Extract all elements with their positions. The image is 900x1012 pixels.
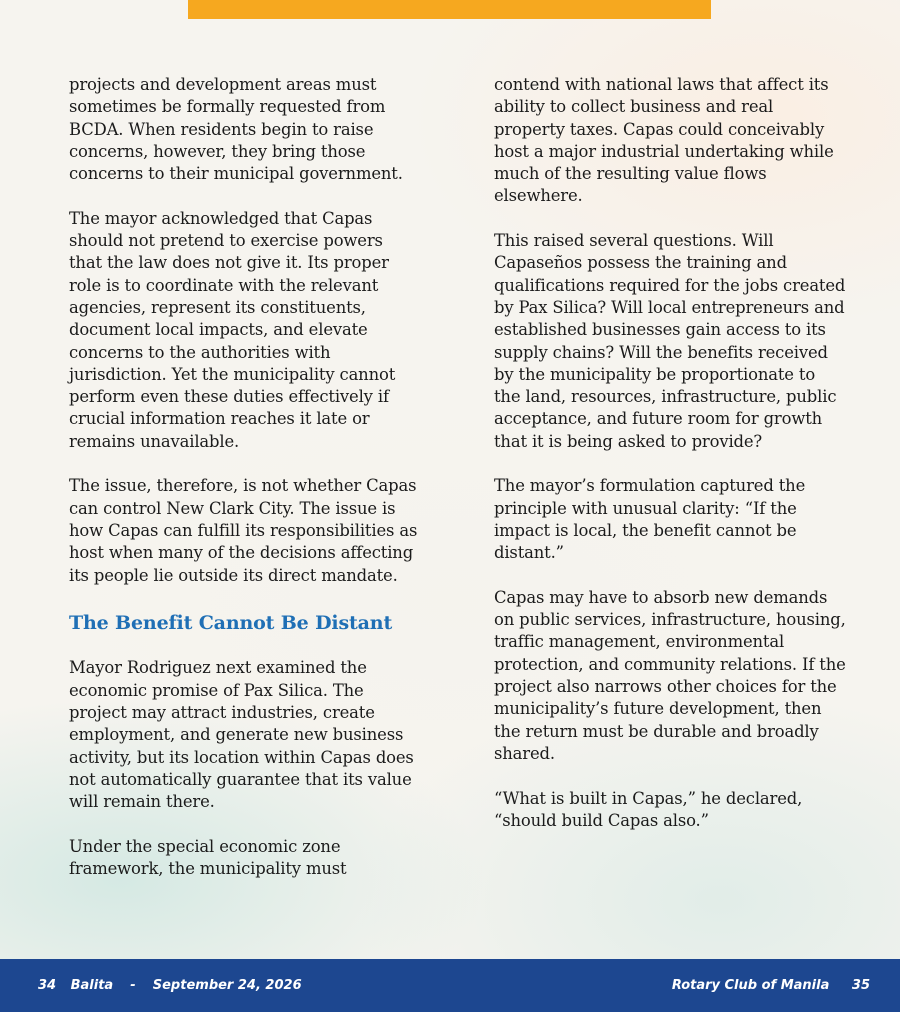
paragraph: The mayor acknowledged that Capas should not pretend to exercise powers that the law does not give it. Its proper role is to coordinate with the relevant agencies, represent its constituents, document local impacts, and elevate concerns to the authorities with jurisdiction. Yet the municipality cannot perform even these duties effectively if crucial information reaches it late or remains unavailable. bbox=[69, 208, 396, 451]
footer-separator: - bbox=[130, 978, 136, 993]
paragraph: The mayor’s formulation captured the principle with unusual clarity: “If the impact is local, the benefit cannot be distant.” bbox=[494, 476, 806, 563]
right-column bbox=[494, 74, 846, 854]
paragraph: contend with national laws that affect its ability to collect business and real property taxes. Capas could conceivably host a major industrial undertaking while much of the resulting value flows elsewhere. bbox=[494, 75, 834, 206]
section-heading: The Benefit Cannot Be Distant bbox=[69, 612, 393, 635]
paragraph: projects and development areas must sometimes be formally requested from BCDA. When residents begin to raise concerns, however, they bring those concerns to their municipal government. bbox=[69, 75, 403, 184]
page-number-right: 35 bbox=[851, 978, 870, 993]
footer-right bbox=[672, 978, 870, 993]
publication-name: Balita bbox=[70, 978, 114, 993]
page-footer bbox=[0, 959, 900, 1012]
publication-date: September 24, 2026 bbox=[152, 978, 302, 993]
page-number-left: 34 bbox=[38, 978, 57, 993]
paragraph: Mayor Rodriguez next examined the economic promise of Pax Silica. The project may attract industries, create employment, and generate new business activity, but its location within Capas does not automatically guarantee that its value will remain there. bbox=[69, 658, 414, 812]
footer-left bbox=[38, 978, 302, 993]
paragraph: This raised several questions. Will Capaseños possess the training and qualifications required for the jobs created by Pax Silica? Will local entrepreneurs and established businesses gain access to its supply chains? Will the benefits received by the municipality be proportionate to the land, resources, infrastructure, public acceptance, and future room for growth that it is being asked to provide? bbox=[494, 231, 846, 451]
top-accent-bar bbox=[188, 0, 711, 19]
paragraph: Under the special economic zone framework, the municipality must bbox=[69, 836, 347, 879]
left-column bbox=[69, 74, 419, 903]
paragraph: “What is built in Capas,” he declared, “should build Capas also.” bbox=[494, 788, 803, 830]
paragraph: The issue, therefore, is not whether Capas can control New Clark City. The issue is how Capas can fulfill its responsibilities as host when many of the decisions affecting its people lie outside its direct mandate. bbox=[69, 476, 418, 585]
paragraph: Capas may have to absorb new demands on public services, infrastructure, housing, traffic management, environmental protection, and community relations. If the project also narrows other choices for the municipality’s future development, then the return must be durable and broadly shared. bbox=[494, 587, 846, 763]
organization-name: Rotary Club of Manila bbox=[671, 978, 830, 993]
